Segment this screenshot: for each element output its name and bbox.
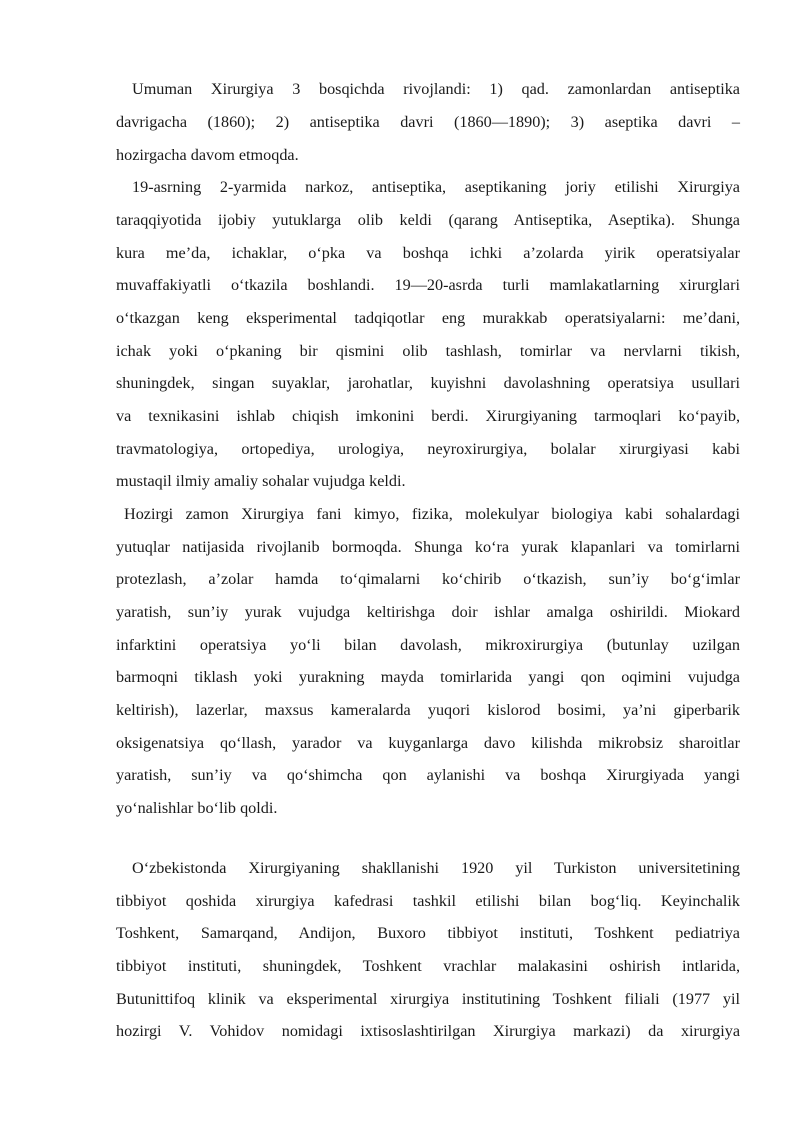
paragraph-4-line-1: O‘zbekistonda Xirurgiyaning shakllanishi 1920 yil Turkiston universitetining [132,859,740,877]
paragraph-2-line-5: o‘tkazgan keng eksperimental tadqiqotlar eng murakkab operatsiyalarni: me’dani, [116,309,740,327]
paragraph-4-line-2: tibbiyot qoshida xirurgiya kafedrasi tashkil etilishi bilan bog‘liq. Keyinchalik [116,892,740,910]
paragraph-1-line-3: hozirgacha davom etmoqda. [116,146,299,164]
paragraph-4-line-3: Toshkent, Samarqand, Andijon, Buxoro tibbiyot instituti, Toshkent pediatriya [116,924,740,942]
paragraph-4-line-6: hozirgi V. Vohidov nomidagi ixtisoslashtirilgan Xirurgiya markazi) da xirurgiya [116,1022,740,1040]
paragraph-2-line-7: shuningdek, singan suyaklar, jarohatlar, kuyishni davolashning operatsiya usullari [116,374,740,392]
paragraph-2-line-3: kura me’da, ichaklar, o‘pka va boshqa ichki a’zolarda yirik operatsiyalar [116,244,740,262]
paragraph-3-line-10: yo‘nalishlar bo‘lib qoldi. [116,799,278,817]
paragraph-2-line-4: muvaffakiyatli o‘tkazila boshlandi. 19—20-asrda turli mamlakatlarning xirurglari [116,276,740,294]
paragraph-2-line-6: ichak yoki o‘pkaning bir qismini olib tashlash, tomirlar va nervlarni tikish, [116,342,740,360]
paragraph-4-line-5: Butunittifoq klinik va eksperimental xirurgiya institutining Toshkent filiali (1977 yil [116,990,740,1008]
paragraph-1-line-2: davrigacha (1860); 2) antiseptika davri (1860—1890); 3) aseptika davri – [116,113,740,131]
paragraph-2-line-1: 19-asrning 2-yarmida narkoz, antiseptika, aseptikaning joriy etilishi Xirurgiya [132,178,740,196]
paragraph-3-line-6: barmoqni tiklash yoki yurakning mayda tomirlarida yangi qon oqimini vujudga [116,668,740,686]
paragraph-3-line-5: infarktini operatsiya yo‘li bilan davolash, mikroxirurgiya (butunlay uzilgan [116,636,740,654]
paragraph-2-line-2: taraqqiyotida ijobiy yutuklarga olib keldi (qarang Antiseptika, Aseptika). Shunga [116,211,740,229]
paragraph-3-line-2: yutuqlar natijasida rivojlanib bormoqda. Shunga ko‘ra yurak klapanlari va tomirlarni [116,538,740,556]
paragraph-3-line-9: yaratish, sun’iy va qo‘shimcha qon aylanishi va boshqa Xirurgiyada yangi [116,766,740,784]
paragraph-1-line-1: Umuman Xirurgiya 3 bosqichda rivojlandi: 1) qad. zamonlardan antiseptika [132,80,740,98]
paragraph-4-line-4: tibbiyot instituti, shuningdek, Toshkent vrachlar malakasini oshirish intlarida, [116,957,740,975]
paragraph-2-line-9: travmatologiya, ortopediya, urologiya, neyroxirurgiya, bolalar xirurgiyasi kabi [116,440,740,458]
paragraph-3-line-8: oksigenatsiya qo‘llash, yarador va kuyganlarga davo kilishda mikrobsiz sharoitlar [116,734,740,752]
paragraph-3-line-3: protezlash, a’zolar hamda to‘qimalarni ko‘chirib o‘tkazish, sun’iy bo‘g‘imlar [116,570,740,588]
paragraph-2-line-10: mustaqil ilmiy amaliy sohalar vujudga keldi. [116,472,406,490]
paragraph-3-line-4: yaratish, sun’iy yurak vujudga keltirishga doir ishlar amalga oshirildi. Miokard [116,603,740,621]
paragraph-3-line-1: Hozirgi zamon Xirurgiya fani kimyo, fizika, molekulyar biologiya kabi sohalardagi [124,505,740,523]
paragraph-3-line-7: keltirish), lazerlar, maxsus kameralarda yuqori kislorod bosimi, ya’ni giperbarik [116,701,740,719]
paragraph-2-line-8: va texnikasini ishlab chiqish imkonini berdi. Xirurgiyaning tarmoqlari ko‘payib, [116,407,740,425]
